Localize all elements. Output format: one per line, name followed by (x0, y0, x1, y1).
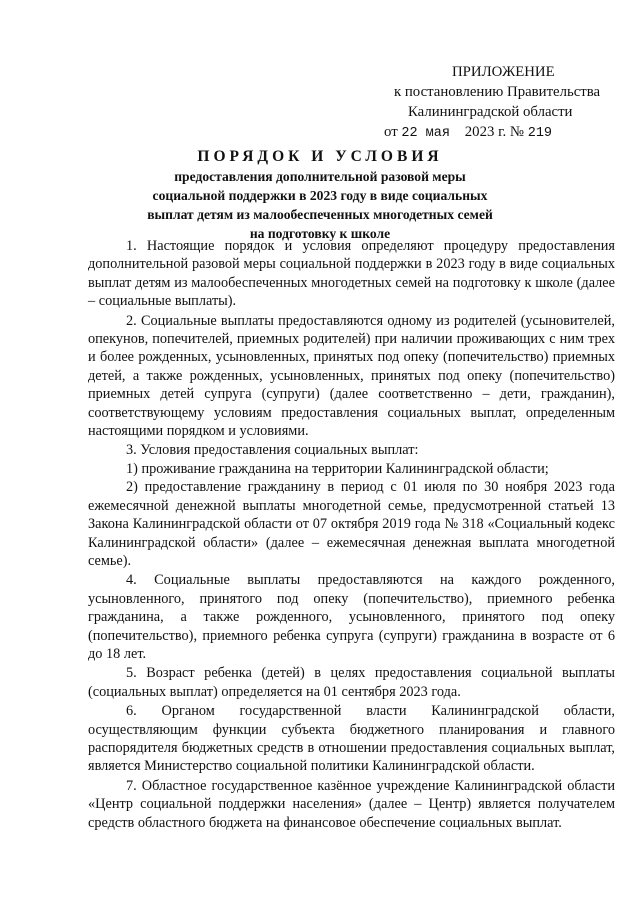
appendix-region-line: Калининградской области (408, 104, 573, 120)
appendix-decree-line: к постановлению Правительства (394, 84, 601, 100)
paragraph-4: 4. Социальные выплаты предоставляются на каждого рожденного, усыновленного, принятого под опеку (попечительство), приемного ребенка гражданина, а также рожденного, усыновленного, принятого под опеку (попечительство), приемного ребенка супруга (супруги) гражданина в возрасте от 6 до 18 лет. (88, 572, 615, 662)
paragraph-3: 3. Условия предоставления социальных выплат: (126, 442, 419, 459)
paragraph-5: 5. Возраст ребенка (детей) в целях предоставления социальной выплаты (социальных выплат) определяется на 01 сентября 2023 года. (88, 665, 615, 700)
number-value: 219 (527, 126, 553, 141)
date-year: 2023 г. (464, 124, 507, 140)
date-day-month: 22 мая (401, 126, 450, 141)
appendix-heading: ПРИЛОЖЕНИЕ (452, 64, 555, 80)
paragraph-6: 6. Органом государственной власти Калининградской области, осуществляющим функции субъекта бюджетного планирования и главного распорядителя бюджетных средств в отношении предоставления социальных выплат, является Министерство социальной политики Калининградской области. (88, 703, 615, 775)
number-label: № (509, 124, 525, 140)
appendix-date-line (382, 122, 622, 144)
paragraph-1: 1. Настоящие порядок и условия определяют процедуру предоставления дополнительной разовой меры социальной поддержки в 2023 году в виде социальных выплат детям из малообеспеченных многодетных семей на подготовку к школе (далее – социальные выплаты). (88, 238, 615, 310)
paragraph-2: 2. Социальные выплаты предоставляются одному из родителей (усыновителей, опекунов, попечителей, приемных родителей) при наличии проживающих с ним трех и более рожденных, усыновленных, принятых под опеку (попечительство) приемных детей, а также рожденных, усыновленных, принятых под опеку (попечительство) приемных детей супруга (супруги) (далее соответственно – дети, гражданин), соответствующему условиям предоставления социальных выплат, определенным настоящими порядком и условиями. (88, 312, 615, 440)
appendix-block (382, 62, 622, 144)
document-subtitle: предоставления дополнительной разовой меры социальной поддержки в 2023 году в виде социальных выплат детям из малообеспеченных многодетных семей на подготовку к школе (147, 169, 493, 241)
document-body (88, 237, 615, 833)
date-prefix: от (384, 124, 398, 140)
document-title: ПОРЯДОК И УСЛОВИЯ (197, 148, 443, 165)
paragraph-3-item-1: 1) проживание гражданина на территории Калининградской области; (126, 460, 549, 477)
paragraph-3-item-2: 2) предоставление гражданину в период с 01 июля по 30 ноября 2023 года ежемесячной денежной выплаты многодетной семье, предусмотренной статьей 13 Закона Калининградской области от 07 октября 2019 года № 318 «Социальный кодекс Калининградской области» (далее – ежемесячная денежная выплата многодетной семье). (88, 479, 615, 569)
paragraph-7: 7. Областное государственное казённое учреждение Калининградской области «Центр социальной поддержки населения» (далее – Центр) является получателем средств областного бюджета на финансовое обеспечение социальных выплат. (88, 777, 615, 831)
